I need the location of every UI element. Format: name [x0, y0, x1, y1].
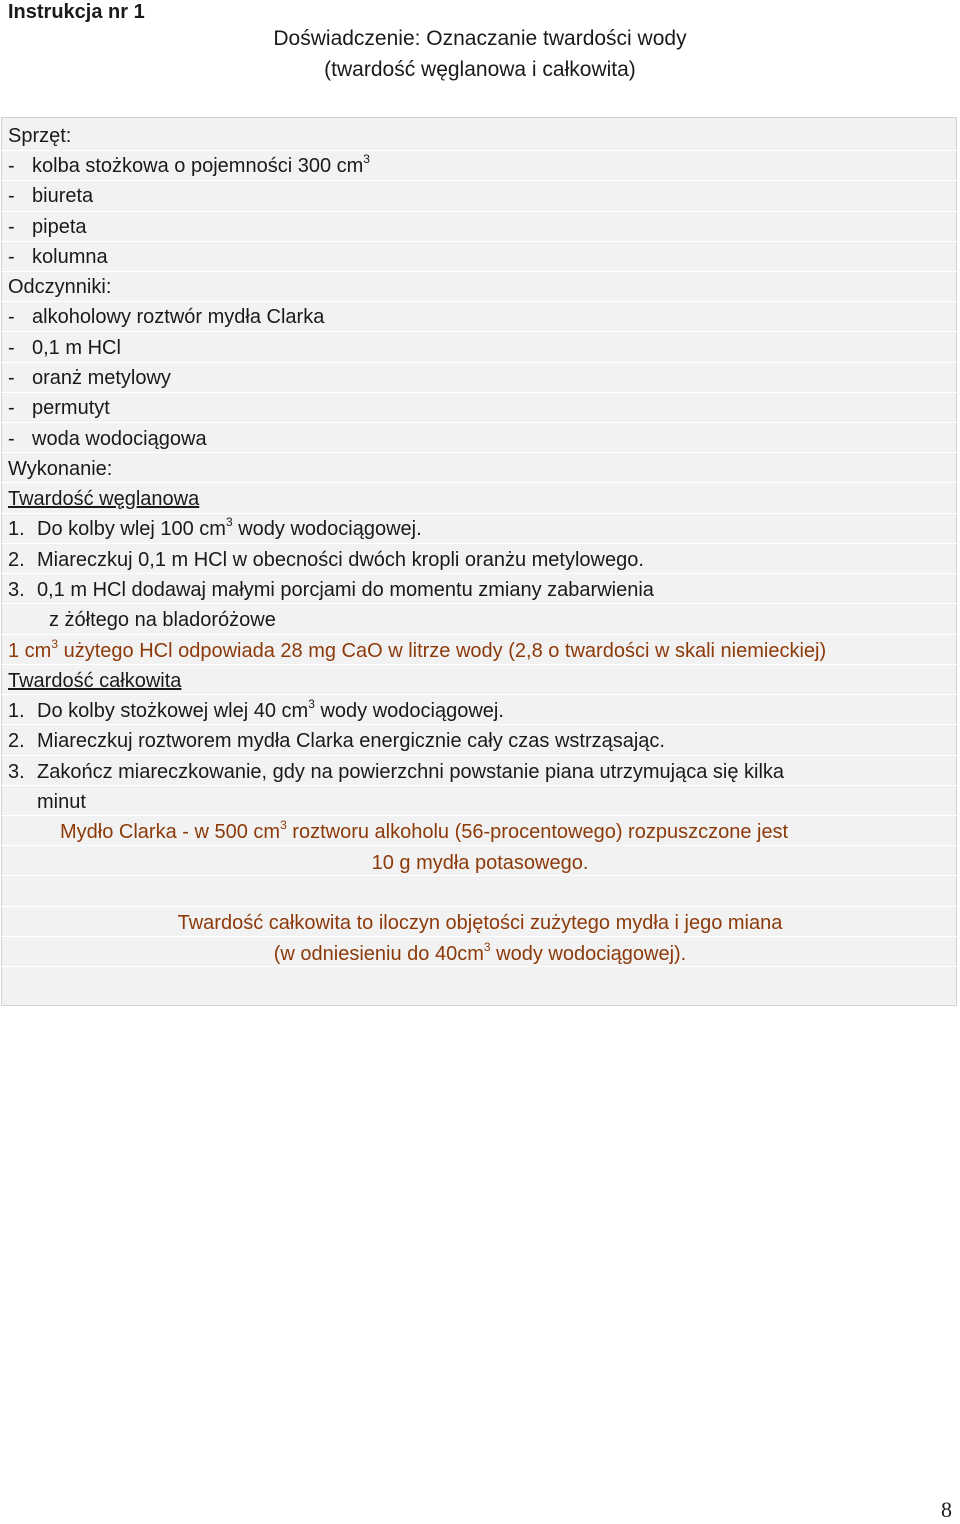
total-step-3: 3. Zakończ miareczkowanie, gdy na powierzchni powstanie piana utrzymująca się kilka — [8, 761, 785, 783]
carbonate-step-3-continuation: z żółtego na bladoróżowe — [49, 609, 276, 631]
reagent-item: - permutyt — [8, 397, 110, 419]
document-title: Instrukcja nr 1 — [8, 1, 145, 23]
reagent-item: - 0,1 m HCl — [8, 337, 121, 359]
total-hardness-heading: Twardość całkowita — [8, 670, 182, 692]
equipment-item: - kolba stożkowa o pojemności 300 $cm^3$ — [8, 152, 370, 177]
carbonate-step-3: 3. 0,1 m HCl dodawaj małymi porcjami do momentu zmiany zabarwienia — [8, 579, 654, 601]
total-step-3-continuation: minut — [37, 791, 86, 813]
reagent-item: - woda wodociągowa — [8, 428, 207, 450]
total-hardness-definition: Twardość całkowita to iloczyn objętości zużytego mydła i jego miana — [177, 912, 783, 934]
equipment-item: - pipeta — [8, 216, 87, 238]
clark-soap-note-continuation: 10 g mydła potasowego. — [371, 852, 589, 874]
execution-label: Wykonanie: — [8, 458, 113, 480]
total-step-2: 2. Miareczkuj roztworem mydła Clarka energicznie cały czas wstrząsając. — [8, 730, 665, 752]
reagent-item: - oranż metylowy — [8, 367, 171, 389]
equipment-item: - biureta — [8, 185, 94, 207]
experiment-heading: Doświadczenie: Oznaczanie twardości wody — [273, 27, 687, 50]
reagents-label: Odczynniki: — [8, 276, 112, 298]
total-hardness-definition-continuation: (w odniesieniu do $40cm^3$ wody wodociągowej). — [273, 940, 687, 965]
carbonate-step-1: 1. Do kolby wlej 100 $cm^3$ wody wodociągowej. — [8, 515, 422, 540]
total-step-1: 1. Do kolby stożkowej wlej 40 $cm^3$ wody wodociągowej. — [8, 697, 504, 722]
reagent-item: - alkoholowy roztwór mydła Clarka — [8, 306, 325, 328]
clark-soap-note: Mydło Clarka - w 500 $cm^3$ roztworu alkoholu (56-procentowego) rozpuszczone jest — [60, 818, 789, 843]
experiment-subheading: (twardość węglanowa i całkowita) — [324, 58, 636, 81]
equipment-label: Sprzęt: — [8, 125, 72, 147]
page-number: 8 — [941, 1497, 952, 1522]
hcl-equivalence-note: 1 $cm^3$ użytego HCl odpowiada 28 mg CaO w litrze wody (2,8 o twardości w skali niemieckiej) — [8, 637, 827, 662]
carbonate-hardness-heading: Twardość węglanowa — [8, 488, 200, 510]
equipment-item: - kolumna — [8, 246, 108, 268]
carbonate-step-2: 2. Miareczkuj 0,1 m HCl w obecności dwóch kropli oranżu metylowego. — [8, 549, 644, 571]
